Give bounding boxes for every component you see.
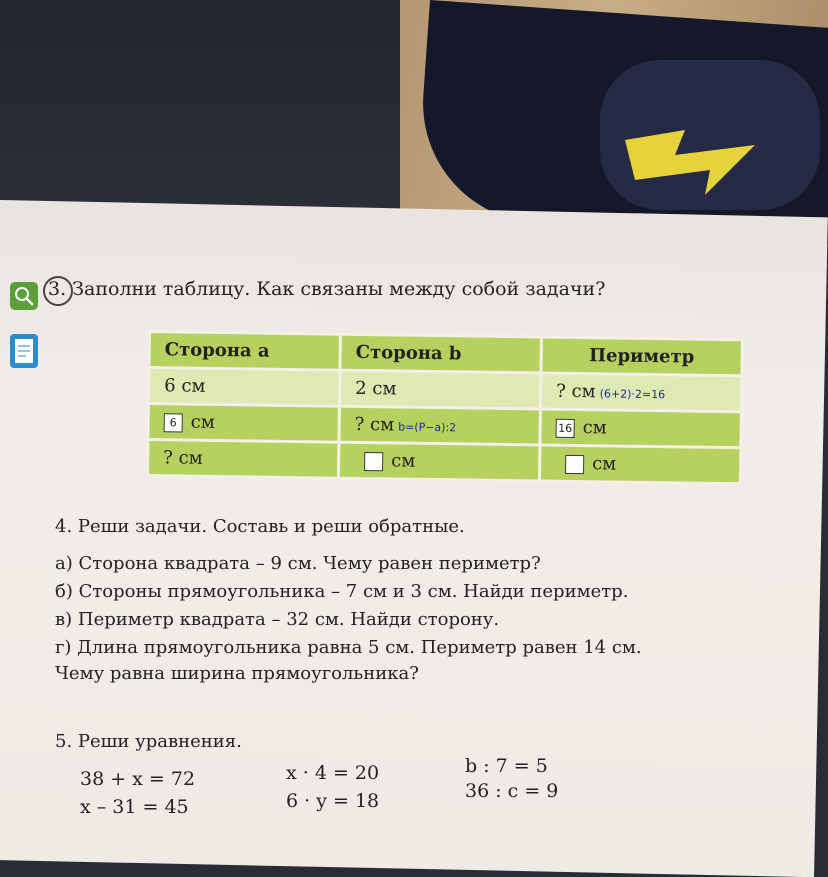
cell-p [539, 445, 740, 484]
answer-box[interactable]: 6 [164, 413, 183, 432]
cell-a [148, 404, 339, 443]
cell-b: 2 см [339, 370, 540, 409]
cell-b [338, 442, 539, 481]
task4-item-d-cont: Чему равна ширина прямоугольника? [55, 663, 419, 684]
notebook-icon [10, 334, 38, 368]
cell-p-value: ? см [556, 380, 596, 403]
task4-item-b: б) Стороны прямоугольника – 7 см и 3 см. Найди периметр. [55, 581, 629, 602]
equation: b : 7 = 5 [465, 755, 548, 777]
magnifier-icon [10, 282, 38, 310]
task3-number: 3. [48, 278, 67, 300]
cell-b-unit: см [391, 450, 416, 472]
lightning-bolt-icon [615, 120, 765, 200]
header-perimeter: Периметр [541, 337, 742, 376]
task4-item-d: г) Длина прямоугольника равна 5 см. Периметр равен 14 см. [55, 637, 642, 658]
equation: x · 4 = 20 [286, 762, 380, 784]
cell-a: ? см [147, 440, 338, 479]
equation: 6 · y = 18 [286, 790, 380, 812]
cell-p-unit: см [582, 417, 607, 439]
equation: 38 + x = 72 [80, 768, 196, 790]
cell-p [540, 409, 741, 448]
cell-a: 6 см [148, 368, 339, 407]
answer-box[interactable]: 16 [556, 418, 575, 437]
handwritten-note: (6+2)·2=16 [599, 387, 666, 402]
table-row [147, 440, 740, 484]
answer-box[interactable] [565, 454, 584, 473]
handwritten-note: b=(P−a):2 [398, 420, 457, 435]
cell-b-value: ? см [354, 413, 395, 436]
equation: x – 31 = 45 [80, 796, 189, 818]
header-side-b: Сторона b [340, 334, 541, 373]
task3-heading [48, 278, 605, 300]
task4-item-a: а) Сторона квадрата – 9 см. Чему равен периметр? [55, 553, 541, 574]
task3-title: Заполни таблицу. Как связаны между собой задачи? [72, 278, 606, 300]
cell-a-unit: см [190, 411, 215, 433]
perimeter-table [146, 330, 744, 485]
cell-p-unit: см [592, 453, 617, 475]
answer-box[interactable] [364, 452, 383, 471]
task5-title: 5. Реши уравнения. [55, 731, 242, 752]
header-side-a: Сторона a [149, 332, 340, 371]
task4-item-c: в) Периметр квадрата – 32 см. Найди сторону. [55, 609, 500, 630]
cell-b [339, 406, 540, 445]
task4-title: 4. Реши задачи. Составь и реши обратные. [55, 516, 465, 537]
equation: 36 : c = 9 [465, 780, 559, 802]
cell-p [540, 373, 741, 412]
